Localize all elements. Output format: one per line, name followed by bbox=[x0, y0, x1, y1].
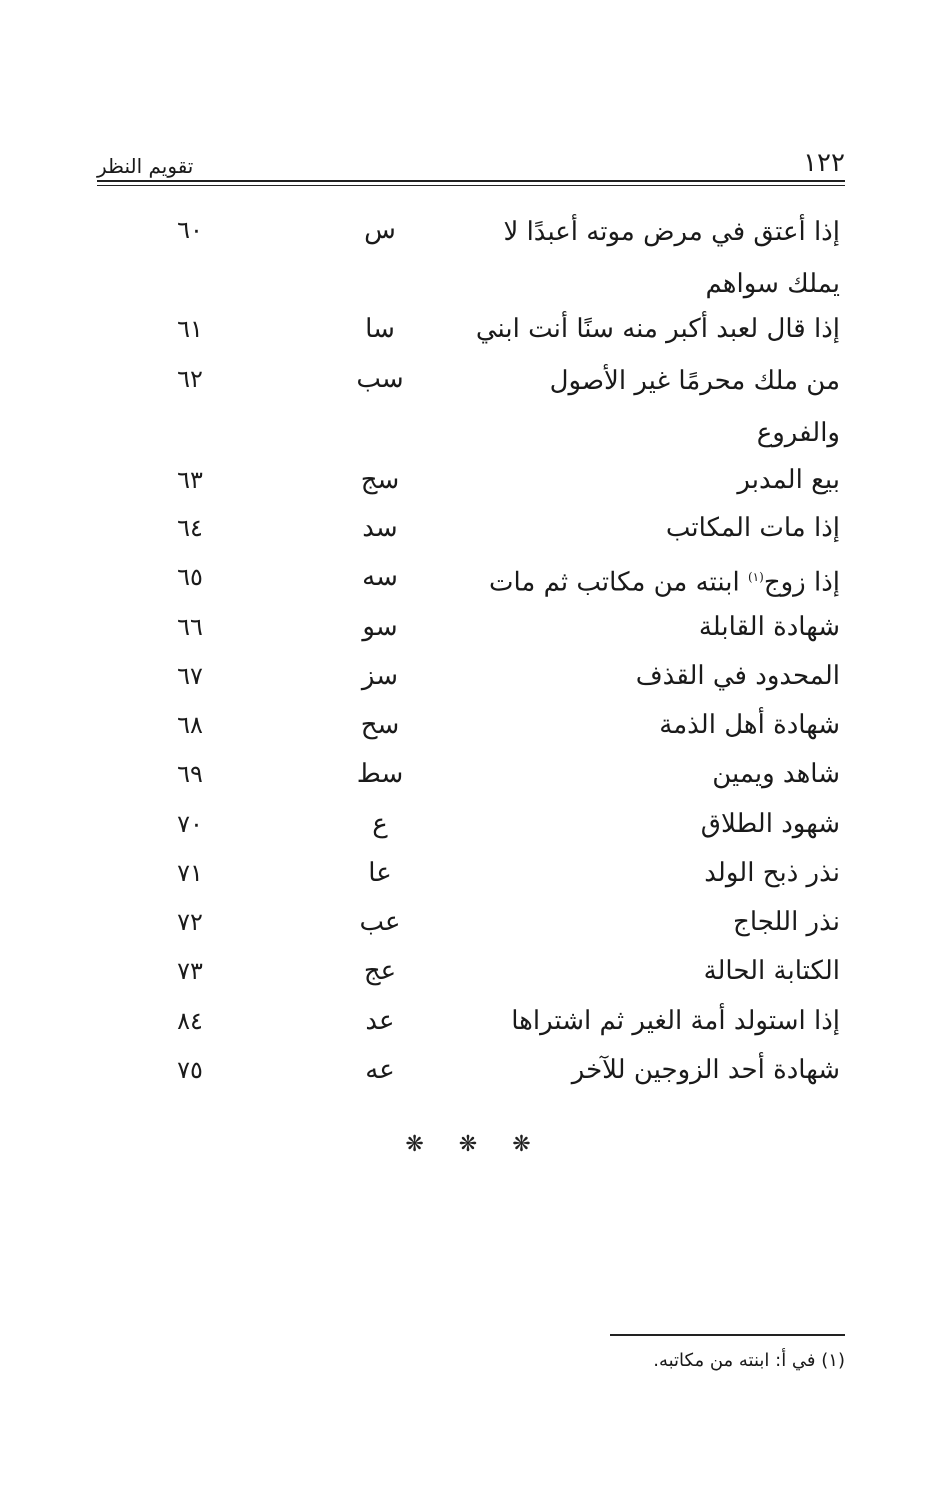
entry-code: سح bbox=[360, 710, 400, 740]
entry-code: سه bbox=[362, 562, 398, 592]
entry-code: عج bbox=[363, 956, 397, 986]
entry-title: بيع المدبر bbox=[737, 465, 840, 495]
entry-title: المحدود في القذف bbox=[635, 661, 840, 691]
entry-title: إذا أعتق في مرض موته أعبدًا لا يملك سواهم bbox=[503, 217, 840, 299]
entry-page: ٦١ bbox=[177, 315, 203, 343]
entry-code: سج bbox=[360, 465, 400, 495]
entry-code: سط bbox=[356, 759, 404, 789]
index-entry bbox=[0, 997, 950, 1045]
entry-code: س bbox=[364, 215, 396, 245]
entry-page: ٦٩ bbox=[177, 760, 203, 788]
entry-page: ٦٥ bbox=[177, 563, 203, 591]
entry-title: شهادة أهل الذمة bbox=[659, 710, 840, 740]
index-entry bbox=[0, 849, 950, 897]
entry-title: شهود الطلاق bbox=[700, 809, 840, 839]
footnote bbox=[245, 1350, 845, 1371]
entry-page: ٧٥ bbox=[177, 1056, 203, 1084]
index-entry bbox=[0, 305, 950, 353]
entry-code: عد bbox=[365, 1006, 395, 1036]
entry-page: ٦٣ bbox=[177, 466, 203, 494]
entry-code: عا bbox=[368, 858, 392, 888]
entry-page: ٦٤ bbox=[177, 514, 203, 542]
entry-code: عب bbox=[359, 907, 401, 937]
index-entry bbox=[0, 750, 950, 798]
index-entry bbox=[0, 800, 950, 848]
entry-page: ٧١ bbox=[177, 859, 203, 887]
index-entry bbox=[0, 355, 950, 448]
page-number: ١٢٢ bbox=[803, 148, 845, 178]
entry-title: نذر ذبح الولد bbox=[704, 858, 840, 888]
index-entry bbox=[0, 206, 950, 299]
entry-page: ٧٣ bbox=[177, 957, 203, 985]
entry-title-part: إذا زوج bbox=[763, 567, 840, 598]
entry-title bbox=[480, 553, 840, 607]
index-entry bbox=[0, 1046, 950, 1094]
entry-code: سا bbox=[365, 314, 395, 344]
entry-code: سو bbox=[362, 612, 398, 642]
entry-title: شهادة أحد الزوجين للآخر bbox=[571, 1055, 840, 1085]
section-separator: ❋ ❋ ❋ bbox=[405, 1132, 545, 1157]
entry-code: عه bbox=[365, 1055, 395, 1085]
index-entry bbox=[0, 701, 950, 749]
index-entry bbox=[0, 504, 950, 552]
footnote-text: في أ: ابنته من مكاتبه. bbox=[653, 1350, 816, 1371]
entry-title: إذا مات المكاتب bbox=[665, 513, 840, 543]
entry-title: من ملك محرمًا غير الأصول والفروع bbox=[549, 366, 840, 448]
entry-title: إذا استولد أمة الغير ثم اشتراها bbox=[511, 1006, 840, 1036]
entry-title: شهادة القابلة bbox=[698, 612, 840, 642]
entry-page: ٦٨ bbox=[177, 711, 203, 739]
entry-page: ٦٧ bbox=[177, 662, 203, 690]
index-entry bbox=[0, 652, 950, 700]
footnote-reference: (١) bbox=[747, 570, 764, 584]
footnote-marker: (١) bbox=[821, 1350, 845, 1371]
entry-page: ٦٢ bbox=[177, 365, 203, 393]
index-entry bbox=[0, 947, 950, 995]
entry-page: ٦٦ bbox=[177, 613, 203, 641]
entry-code: سد bbox=[362, 513, 398, 543]
entry-page: ٦٠ bbox=[177, 216, 203, 244]
entry-title-part: ابنته من مكاتب ثم مات bbox=[489, 567, 748, 598]
entry-title: الكتابة الحالة bbox=[703, 956, 840, 986]
entry-title: شاهد ويمين bbox=[712, 759, 840, 789]
index-entry bbox=[0, 898, 950, 946]
entry-code: سز bbox=[361, 661, 399, 691]
entry-page: ٧٠ bbox=[177, 810, 203, 838]
entry-page: ٨٤ bbox=[177, 1007, 203, 1035]
index-entry bbox=[0, 456, 950, 504]
running-title: تقويم النظر bbox=[97, 154, 194, 178]
footnote-rule bbox=[610, 1334, 845, 1336]
index-entry bbox=[0, 603, 950, 651]
entry-title: نذر اللجاج bbox=[733, 907, 840, 937]
entry-page: ٧٢ bbox=[177, 908, 203, 936]
entry-code: سب bbox=[356, 364, 404, 394]
index-entry bbox=[0, 553, 950, 601]
entry-code: ع bbox=[372, 809, 388, 839]
entry-title: إذا قال لعبد أكبر منه سنًا أنت ابني bbox=[475, 314, 840, 344]
